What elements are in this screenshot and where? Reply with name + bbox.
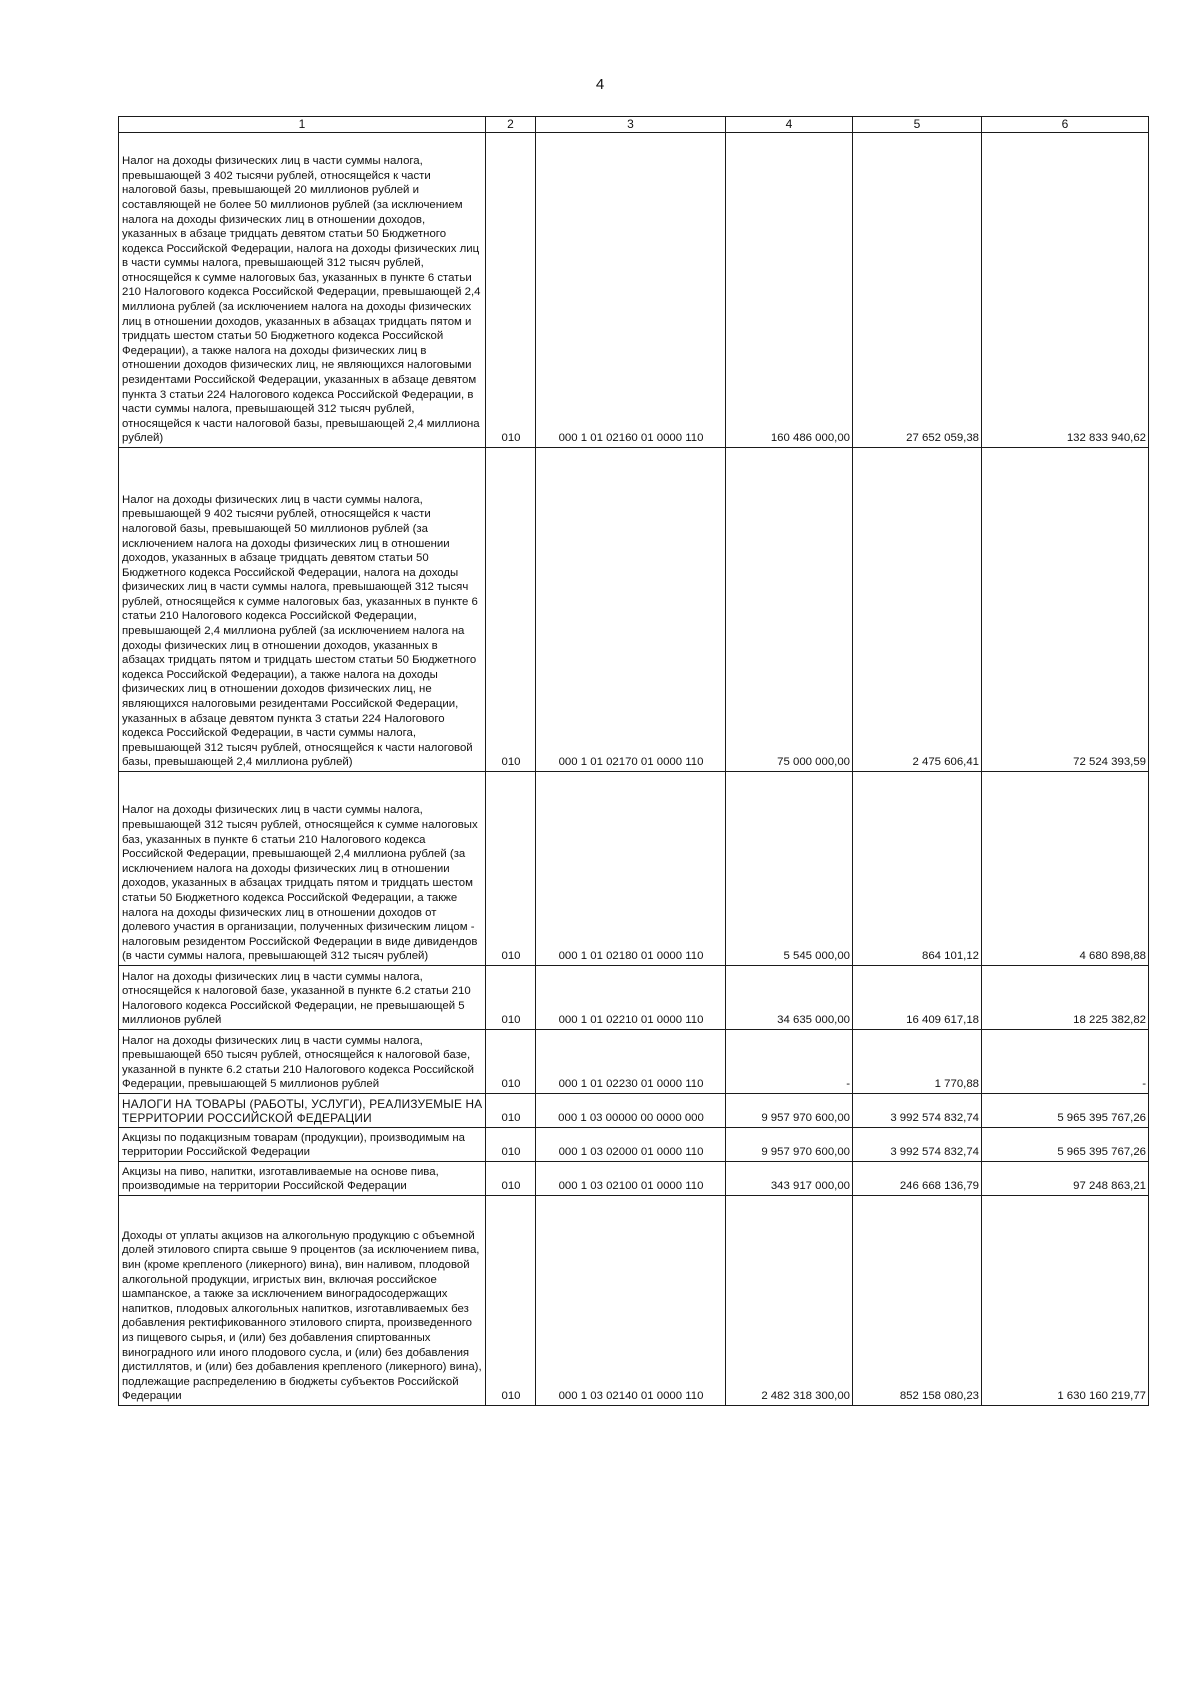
- row-line-code: 010: [486, 1030, 536, 1094]
- row-name: Доходы от уплаты акцизов на алкогольную продукцию с объемной долей этилового спирта свыше 9 процентов (за исключением пива, вин (кроме крепленого (ликерного) вина), вин наливом, плодовой алкогольной продукции, игристых вин, включая российское шампанское, а также за исключением виноградосодержащих напитков, плодовых алкогольных напитков, изготавливаемых без добавления ректификованного этилового спирта, произведенного из пищевого сырья, и (или) без добавления спиртованных виноградного или иного плодового сусла, и (или) без добавления дистиллятов, и (или) без добавления крепленого (ликерного) вина), подлежащие распределению в бюджеты субъектов Российской Федерации: [119, 1196, 486, 1406]
- row-executed: 852 158 080,23: [853, 1196, 982, 1406]
- row-budget-code: 000 1 01 02160 01 0000 110: [536, 133, 726, 448]
- table-row: [119, 1162, 1149, 1196]
- row-line-code: 010: [486, 1162, 536, 1196]
- row-name: НАЛОГИ НА ТОВАРЫ (РАБОТЫ, УСЛУГИ), РЕАЛИЗУЕМЫЕ НА ТЕРРИТОРИИ РОССИЙСКОЙ ФЕДЕРАЦИИ: [119, 1094, 486, 1128]
- row-unexecuted: 18 225 382,82: [982, 966, 1149, 1030]
- revenue-table: [118, 116, 1149, 1406]
- row-budget-code: 000 1 01 02180 01 0000 110: [536, 772, 726, 966]
- row-executed: 3 992 574 832,74: [853, 1094, 982, 1128]
- table-row: [119, 448, 1149, 772]
- row-name: Налог на доходы физических лиц в части суммы налога, превышающей 9 402 тысячи рублей, относящейся к части налоговой базы, превышающей 50 миллионов рублей (за исключением налога на доходы физических лиц в отношении доходов, указанных в абзаце тридцать девятом статьи 50 Бюджетного кодекса Российской Федерации, налога на доходы физических лиц в части суммы налога, превышающей 312 тысяч рублей, относящейся к сумме налоговых баз, указанных в пункте 6 статьи 210 Налогового кодекса Российской Федерации, превышающей 2,4 миллиона рублей (за исключением налога на доходы физических лиц в отношении доходов, указанных в абзацах тридцать пятом и тридцать шестом статьи 50 Бюджетного кодекса Российской Федерации), а также налога на доходы физических лиц в отношении доходов физических лиц, не являющихся налоговыми резидентами Российской Федерации, указанных в абзаце девятом пункта 3 статьи 224 Налогового кодекса Российской Федерации, в части суммы налога, превышающей 312 тысяч рублей, относящейся к части налоговой базы, превышающей 2,4 миллиона рублей): [119, 448, 486, 772]
- page-number: 4: [595, 76, 605, 93]
- row-line-code: 010: [486, 1196, 536, 1406]
- row-executed: 3 992 574 832,74: [853, 1128, 982, 1162]
- row-executed: 27 652 059,38: [853, 133, 982, 448]
- row-unexecuted: 5 965 395 767,26: [982, 1128, 1149, 1162]
- column-header: 1: [119, 117, 486, 133]
- column-header: 2: [486, 117, 536, 133]
- row-line-code: 010: [486, 1128, 536, 1162]
- row-approved: 75 000 000,00: [726, 448, 853, 772]
- column-header: 5: [853, 117, 982, 133]
- column-header: 3: [536, 117, 726, 133]
- column-header: 6: [982, 117, 1149, 133]
- row-budget-code: 000 1 03 02100 01 0000 110: [536, 1162, 726, 1196]
- row-approved: 5 545 000,00: [726, 772, 853, 966]
- table-row: [119, 966, 1149, 1030]
- row-budget-code: 000 1 03 02000 01 0000 110: [536, 1128, 726, 1162]
- row-name: Акцизы на пиво, напитки, изготавливаемые на основе пива, производимые на территории Российской Федерации: [119, 1162, 486, 1196]
- row-line-code: 010: [486, 772, 536, 966]
- row-name: Налог на доходы физических лиц в части суммы налога, превышающей 650 тысяч рублей, относящейся к налоговой базе, указанной в пункте 6.2 статьи 210 Налогового кодекса Российской Федерации, превышающей 5 миллионов рублей: [119, 1030, 486, 1094]
- row-budget-code: 000 1 03 02140 01 0000 110: [536, 1196, 726, 1406]
- row-budget-code: 000 1 01 02230 01 0000 110: [536, 1030, 726, 1094]
- row-approved: 34 635 000,00: [726, 966, 853, 1030]
- row-executed: 2 475 606,41: [853, 448, 982, 772]
- row-line-code: 010: [486, 133, 536, 448]
- column-number-row: [119, 117, 1149, 133]
- row-approved: 9 957 970 600,00: [726, 1128, 853, 1162]
- row-name: Налог на доходы физических лиц в части суммы налога, относящейся к налоговой базе, указанной в пункте 6.2 статьи 210 Налогового кодекса Российской Федерации, не превышающей 5 миллионов рублей: [119, 966, 486, 1030]
- table-row: [119, 133, 1149, 448]
- row-unexecuted: 5 965 395 767,26: [982, 1094, 1149, 1128]
- row-name: Акцизы по подакцизным товарам (продукции), производимым на территории Российской Федерации: [119, 1128, 486, 1162]
- row-executed: 246 668 136,79: [853, 1162, 982, 1196]
- row-unexecuted: 4 680 898,88: [982, 772, 1149, 966]
- row-unexecuted: 97 248 863,21: [982, 1162, 1149, 1196]
- row-executed: 864 101,12: [853, 772, 982, 966]
- table-row: [119, 1030, 1149, 1094]
- row-approved: -: [726, 1030, 853, 1094]
- row-approved: 160 486 000,00: [726, 133, 853, 448]
- row-name: Налог на доходы физических лиц в части суммы налога, превышающей 312 тысяч рублей, относящейся к сумме налоговых баз, указанных в пункте 6 статьи 210 Налогового кодекса Российской Федерации, превышающей 2,4 миллиона рублей (за исключением налога на доходы физических лиц в отношении доходов, указанных в абзацах тридцать пятом и тридцать шестом статьи 50 Бюджетного кодекса Российской Федерации, а также налога на доходы физических лиц в отношении доходов от долевого участия в организации, полученных физическим лицом - налоговым резидентом Российской Федерации в виде дивидендов (в части суммы налога, превышающей 312 тысяч рублей): [119, 772, 486, 966]
- row-unexecuted: 132 833 940,62: [982, 133, 1149, 448]
- table-row: [119, 1094, 1149, 1128]
- table-row: [119, 772, 1149, 966]
- row-approved: 2 482 318 300,00: [726, 1196, 853, 1406]
- table-row: [119, 1196, 1149, 1406]
- row-budget-code: 000 1 01 02170 01 0000 110: [536, 448, 726, 772]
- row-approved: 343 917 000,00: [726, 1162, 853, 1196]
- column-header: 4: [726, 117, 853, 133]
- row-budget-code: 000 1 01 02210 01 0000 110: [536, 966, 726, 1030]
- table-row: [119, 1128, 1149, 1162]
- row-unexecuted: -: [982, 1030, 1149, 1094]
- row-approved: 9 957 970 600,00: [726, 1094, 853, 1128]
- row-line-code: 010: [486, 448, 536, 772]
- row-budget-code: 000 1 03 00000 00 0000 000: [536, 1094, 726, 1128]
- row-name: Налог на доходы физических лиц в части суммы налога, превышающей 3 402 тысячи рублей, относящейся к части налоговой базы, превышающей 20 миллионов рублей и составляющей не более 50 миллионов рублей (за исключением налога на доходы физических лиц в отношении доходов, указанных в абзаце тридцать девятом статьи 50 Бюджетного кодекса Российской Федерации, налога на доходы физических лиц в части суммы налога, превышающей 312 тысяч рублей, относящейся к сумме налоговых баз, указанных в пункте 6 статьи 210 Налогового кодекса Российской Федерации, превышающей 2,4 миллиона рублей (за исключением налога на доходы физических лиц в отношении доходов, указанных в абзацах тридцать пятом и тридцать шестом статьи 50 Бюджетного кодекса Российской Федерации), а также налога на доходы физических лиц в отношении доходов физических лиц, не являющихся налоговыми резидентами Российской Федерации, указанных в абзаце девятом пункта 3 статьи 224 Налогового кодекса Российской Федерации, в части суммы налога, превышающей 312 тысяч рублей, относящейся к части налоговой базы, превышающей 2,4 миллиона рублей): [119, 133, 486, 448]
- row-unexecuted: 72 524 393,59: [982, 448, 1149, 772]
- row-executed: 1 770,88: [853, 1030, 982, 1094]
- row-line-code: 010: [486, 1094, 536, 1128]
- row-line-code: 010: [486, 966, 536, 1030]
- row-executed: 16 409 617,18: [853, 966, 982, 1030]
- row-unexecuted: 1 630 160 219,77: [982, 1196, 1149, 1406]
